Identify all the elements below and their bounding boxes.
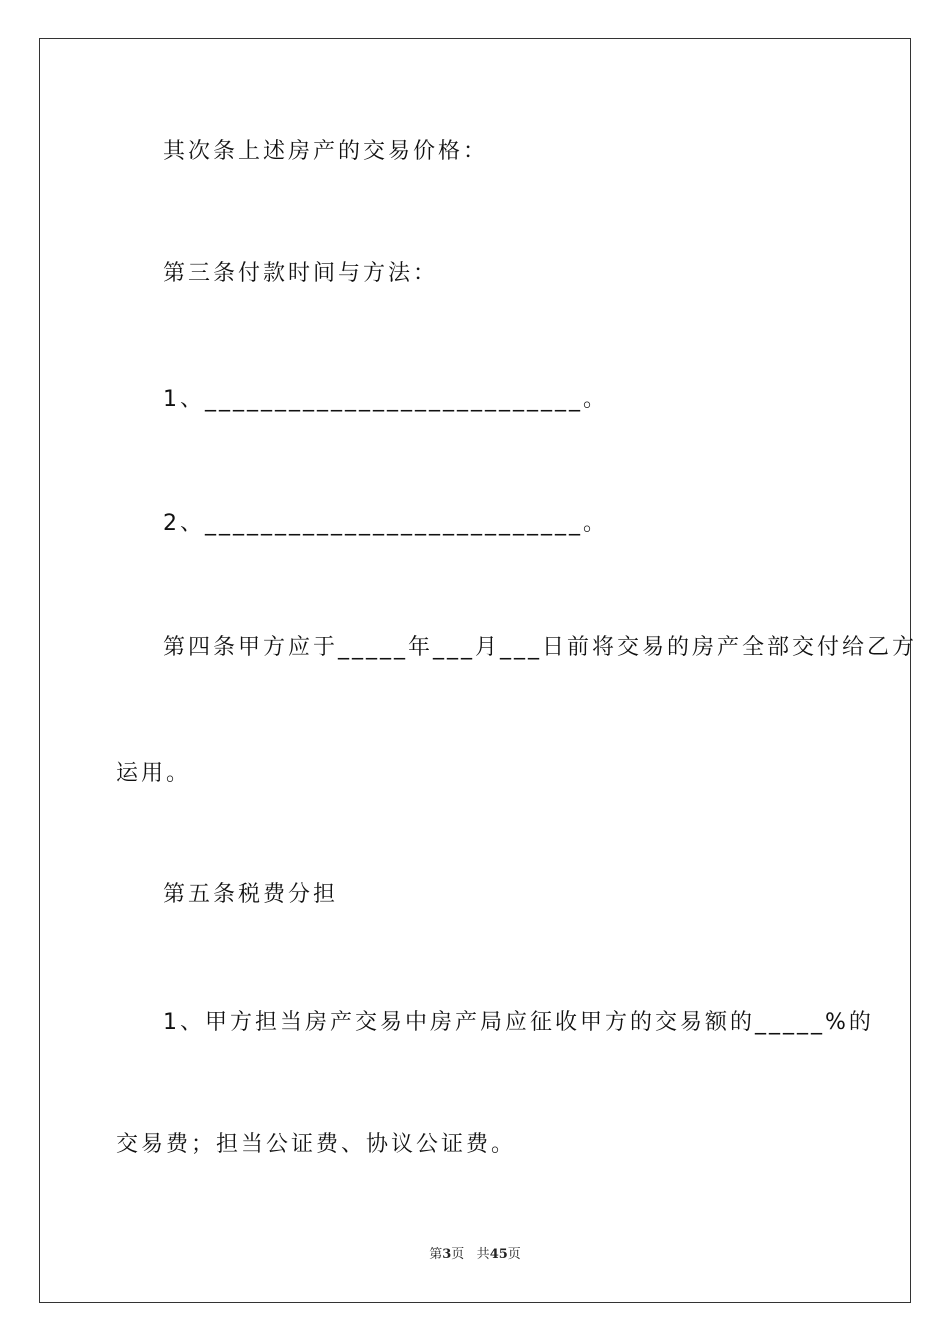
footer-total-prefix: 共 xyxy=(476,1247,490,1262)
footer-total-suffix: 页 xyxy=(507,1247,521,1262)
paragraph-payment-clause: 第三条付款时间与方法： xyxy=(163,261,439,286)
paragraph-tax-clause: 第五条税费分担 xyxy=(163,882,339,907)
footer-total-pages: 45 xyxy=(489,1247,508,1262)
paragraph-tax-item-1: 1、甲方担当房产交易中房产局应征收甲方的交易额的_____%的 xyxy=(163,1010,874,1035)
footer-page-number: 3 xyxy=(442,1247,452,1262)
page-footer xyxy=(0,1246,950,1264)
paragraph-payment-item-2: 2、___________________________。 xyxy=(163,511,608,536)
paragraph-delivery-clause: 第四条甲方应于_____年___月___日前将交易的房产全部交付给乙方 xyxy=(163,635,918,660)
footer-page-suffix: 页 xyxy=(451,1247,465,1262)
paragraph-price-clause: 其次条上述房产的交易价格： xyxy=(163,139,489,164)
footer-page-prefix: 第 xyxy=(429,1247,443,1262)
page-border xyxy=(39,38,911,1303)
paragraph-payment-item-1: 1、___________________________。 xyxy=(163,387,608,412)
paragraph-tax-item-1-continued: 交易费；担当公证费、协议公证费。 xyxy=(116,1132,517,1157)
paragraph-delivery-continued: 运用。 xyxy=(116,761,192,786)
